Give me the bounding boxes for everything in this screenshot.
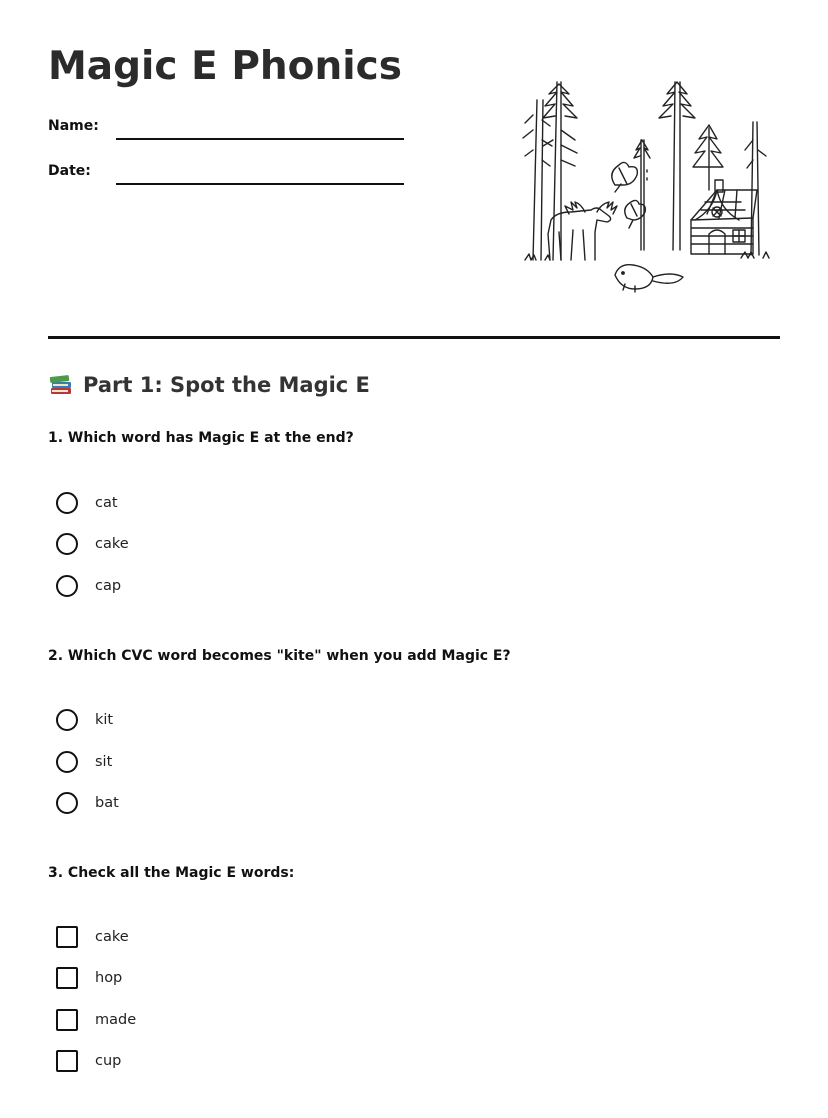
part1-heading-text: Part 1: Spot the Magic E (83, 373, 370, 397)
q2-option-sit[interactable] (56, 749, 112, 775)
section-divider (48, 336, 780, 339)
date-field[interactable] (116, 183, 404, 185)
checkbox[interactable] (56, 1009, 78, 1031)
option-label: cake (95, 929, 129, 945)
option-label: made (95, 1012, 137, 1028)
option-label: cup (95, 1053, 122, 1069)
option-label: bat (95, 795, 119, 811)
moose-icon (525, 202, 617, 260)
pine-tree-icon (659, 82, 695, 250)
option-label: cat (95, 495, 118, 511)
log-cabin-icon (691, 180, 757, 254)
radio-button[interactable] (56, 709, 78, 731)
q1-option-cat[interactable] (56, 490, 118, 516)
q3-option-cake[interactable] (56, 924, 129, 950)
q3-option-hop[interactable] (56, 965, 122, 991)
radio-button[interactable] (56, 533, 78, 555)
name-field[interactable] (116, 138, 404, 140)
q3-option-cup[interactable] (56, 1048, 121, 1074)
q2-option-bat[interactable] (56, 790, 119, 816)
q3-option-made[interactable] (56, 1007, 136, 1033)
option-label: cake (95, 536, 129, 552)
radio-button[interactable] (56, 575, 78, 597)
radio-button[interactable] (56, 751, 78, 773)
checkbox[interactable] (56, 1050, 78, 1072)
option-label: kit (95, 712, 114, 728)
books-icon (48, 372, 74, 398)
checkbox[interactable] (56, 967, 78, 989)
worksheet-title: Magic E Phonics (48, 44, 402, 89)
forest-cabin-illustration (515, 70, 795, 310)
checkbox[interactable] (56, 926, 78, 948)
option-label: cap (95, 578, 122, 594)
option-label: hop (95, 970, 123, 986)
radio-button[interactable] (56, 792, 78, 814)
question-3: 3. Check all the Magic E words: (48, 865, 295, 881)
radio-button[interactable] (56, 492, 78, 514)
option-label: sit (95, 754, 113, 770)
q1-option-cake[interactable] (56, 531, 129, 557)
q2-option-kit[interactable] (56, 707, 113, 733)
question-2: 2. Which CVC word becomes "kite" when you add Magic E? (48, 648, 511, 664)
pine-tree-icon (634, 140, 650, 250)
name-label: Name: (48, 118, 99, 134)
beaver-icon (615, 265, 683, 292)
q1-option-cap[interactable] (56, 573, 121, 599)
question-1: 1. Which word has Magic E at the end? (48, 430, 354, 446)
date-label: Date: (48, 163, 91, 179)
part1-heading (48, 372, 370, 398)
